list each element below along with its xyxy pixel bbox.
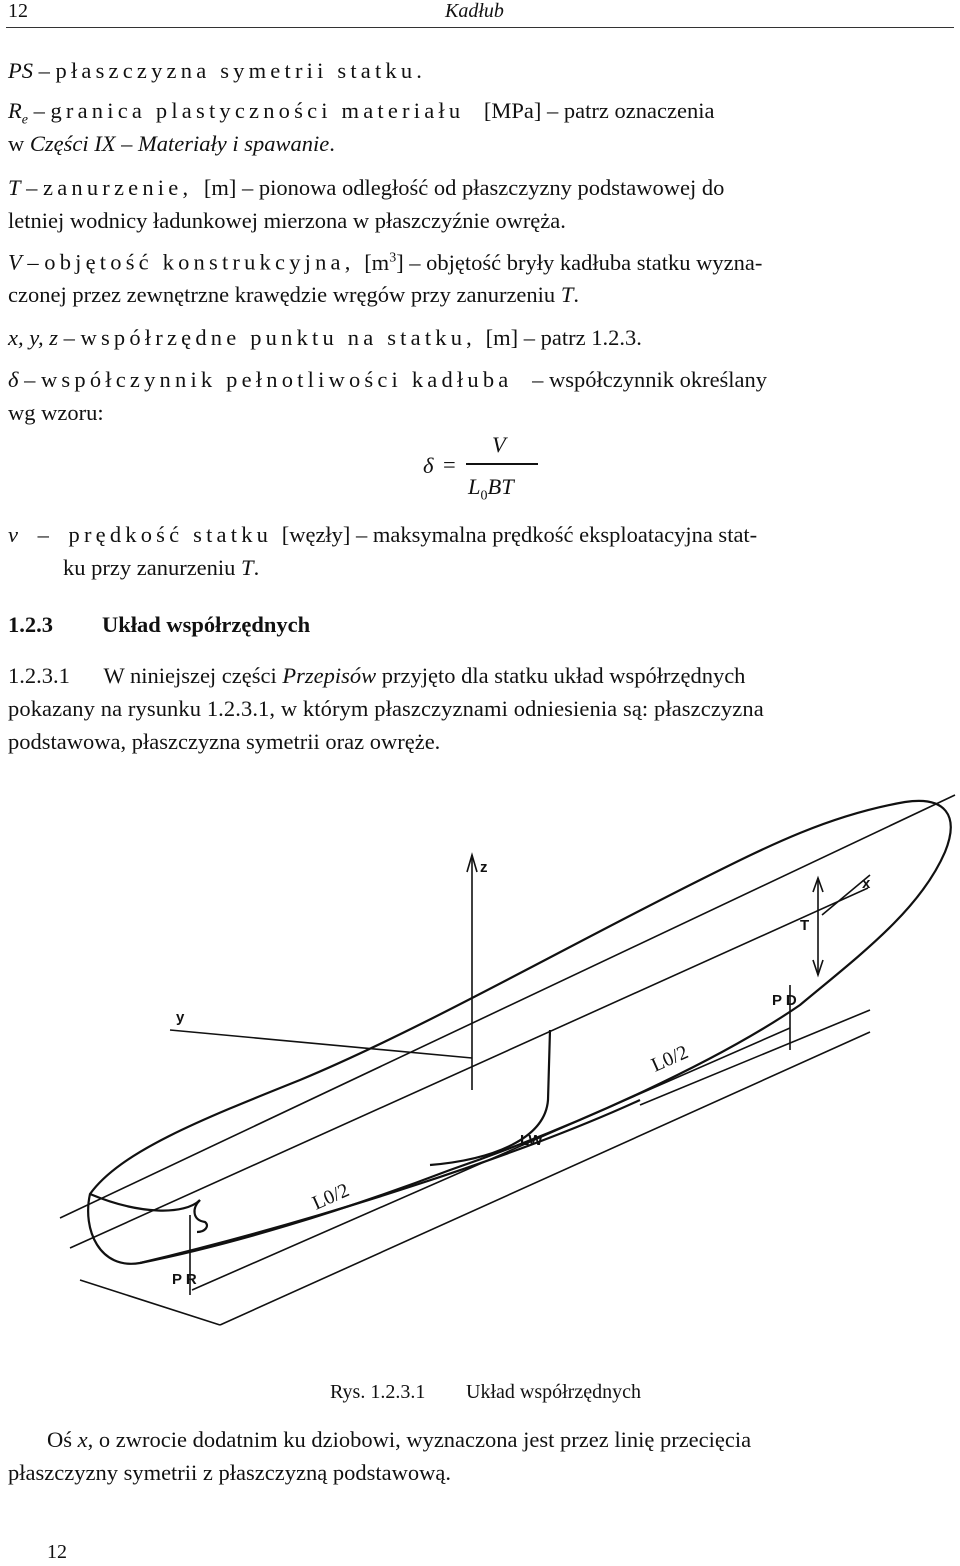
header-page-number: 12: [8, 0, 28, 22]
def-term: zanurzenie,: [43, 175, 193, 200]
length-dimension-line: [192, 1028, 790, 1290]
figure-caption-number: Rys. 1.2.3.1: [330, 1381, 426, 1403]
section-title: Układ współrzędnych: [102, 612, 311, 637]
label-x: x: [862, 875, 871, 892]
label-pd: P D: [772, 992, 797, 1009]
definition-ps: PS – płaszczyzna symetrii statku.: [8, 58, 427, 83]
def-symbol-sub: e: [21, 112, 28, 128]
waterline: [70, 888, 868, 1248]
paragraph-number: 1.2.3.1: [8, 663, 70, 688]
part-reference: Części IX – Materiały i spawanie: [29, 131, 330, 156]
label-t: T: [800, 917, 810, 934]
formula-lhs: δ: [423, 453, 434, 478]
def-term: płaszczyzna symetrii statku.: [55, 58, 427, 83]
header-rule: [6, 27, 954, 28]
bottom-dimension: [220, 1032, 870, 1325]
closing-line2: płaszczyzny symetrii z płaszczyzną podstawową.: [8, 1460, 451, 1485]
definition-re: $R_e$ – granica plastyczności materiału [MPa] – patrz oznaczenia: [8, 98, 715, 128]
def-symbol: V: [8, 249, 22, 275]
label-l0-half-upper: L0/2: [648, 1041, 692, 1077]
def-symbol: δ: [8, 367, 19, 392]
label-pr: P R: [172, 1271, 197, 1288]
figure-caption-title: Układ współrzędnych: [466, 1381, 641, 1403]
definition-speed: v – prędkość statku [węzły] – maksymalna prędkość eksploatacyjna stat-: [8, 522, 758, 547]
definition-delta-line2: wg wzoru:: [8, 400, 104, 425]
def-text: [MPa] – patrz oznaczenia: [483, 98, 715, 123]
definition-delta: δ – współczynnik pełnotliwości kadłuba – współczynnik określany: [8, 367, 768, 392]
formula-denominator: $L_0BT$: [468, 474, 514, 504]
def-text: [m] – pionowa odległość od płaszczyzny podstawowej do: [203, 175, 725, 200]
def-symbol: v: [8, 522, 18, 547]
label-lw: LW: [520, 1132, 543, 1149]
definition-v: V – objętość konstrukcyjna, $[m^3]$ – objętość bryły kadłuba statku wyzna-: [8, 249, 763, 275]
def-text: – współczynnik określany: [532, 367, 768, 392]
paragraph-line1: 1.2.3.1 W niniejszej części Przepisów przyjęto dla statku układ współrzędnych: [8, 663, 746, 688]
def-symbol: R: [8, 98, 22, 123]
header-section-title: Kadłub: [445, 0, 504, 22]
formula-equals: =: [443, 452, 456, 477]
def-term: współrzędne punktu na statku,: [80, 325, 476, 350]
def-term: współczynnik pełnotliwości kadłuba: [40, 367, 513, 392]
formula-numerator: V: [492, 432, 506, 457]
stern-post: [195, 1200, 207, 1232]
def-text: [węzły] – maksymalna prędkość eksploatacyjna stat-: [281, 522, 758, 547]
def-term: granica plastyczności materiału: [50, 98, 465, 123]
closing-line1: Oś x, o zwrocie dodatnim ku dziobowi, wyznaczona jest przez linię przecięcia: [47, 1427, 752, 1452]
paragraph-line3: podstawowa, płaszczyzna symetrii oraz owręże.: [8, 729, 441, 754]
definition-speed-line2: ku przy zanurzeniu T.: [63, 555, 260, 580]
label-y: y: [176, 1009, 185, 1026]
section-number: 1.2.3: [8, 612, 53, 637]
def-term: prędkość statku: [68, 522, 273, 547]
definition-xyz: x, y, z – współrzędne punktu na statku, [m] – patrz 1.2.3.: [8, 325, 642, 350]
definition-v-line2: czonej przez zewnętrzne krawędzie wręgów przy zanurzeniu T.: [8, 282, 579, 307]
definition-t-line2: letniej wodnicy ładunkowej mierzona w płaszczyźnie owręża.: [8, 208, 566, 233]
formula-fraction-bar: [466, 463, 538, 465]
def-symbol: PS: [8, 58, 33, 83]
def-symbol: T: [8, 175, 21, 200]
def-symbol: x, y, z: [8, 325, 58, 350]
def-term: objętość konstrukcyjna,: [44, 249, 355, 275]
ship-coordinate-figure: [0, 760, 960, 1403]
keel-line: [140, 1100, 640, 1263]
footer-page-number: 12: [47, 1541, 67, 1563]
def-text: [m] – patrz 1.2.3.: [485, 325, 642, 350]
paragraph-line2: pokazany na rysunku 1.2.3.1, w którym płaszczyznami odniesienia są: płaszczyzna: [8, 696, 764, 721]
def-text: $[m^3]$ – objętość bryły kadłuba statku wyzna-: [364, 249, 763, 275]
definition-t: T – zanurzenie, [m] – pionowa odległość od płaszczyzny podstawowej do: [8, 175, 725, 200]
label-l0-half-lower: L0/2: [309, 1179, 353, 1215]
hull-outline: [88, 801, 951, 1264]
definition-re-line2: w Części IX – Materiały i spawanie.: [8, 131, 335, 156]
label-z: z: [480, 859, 488, 876]
